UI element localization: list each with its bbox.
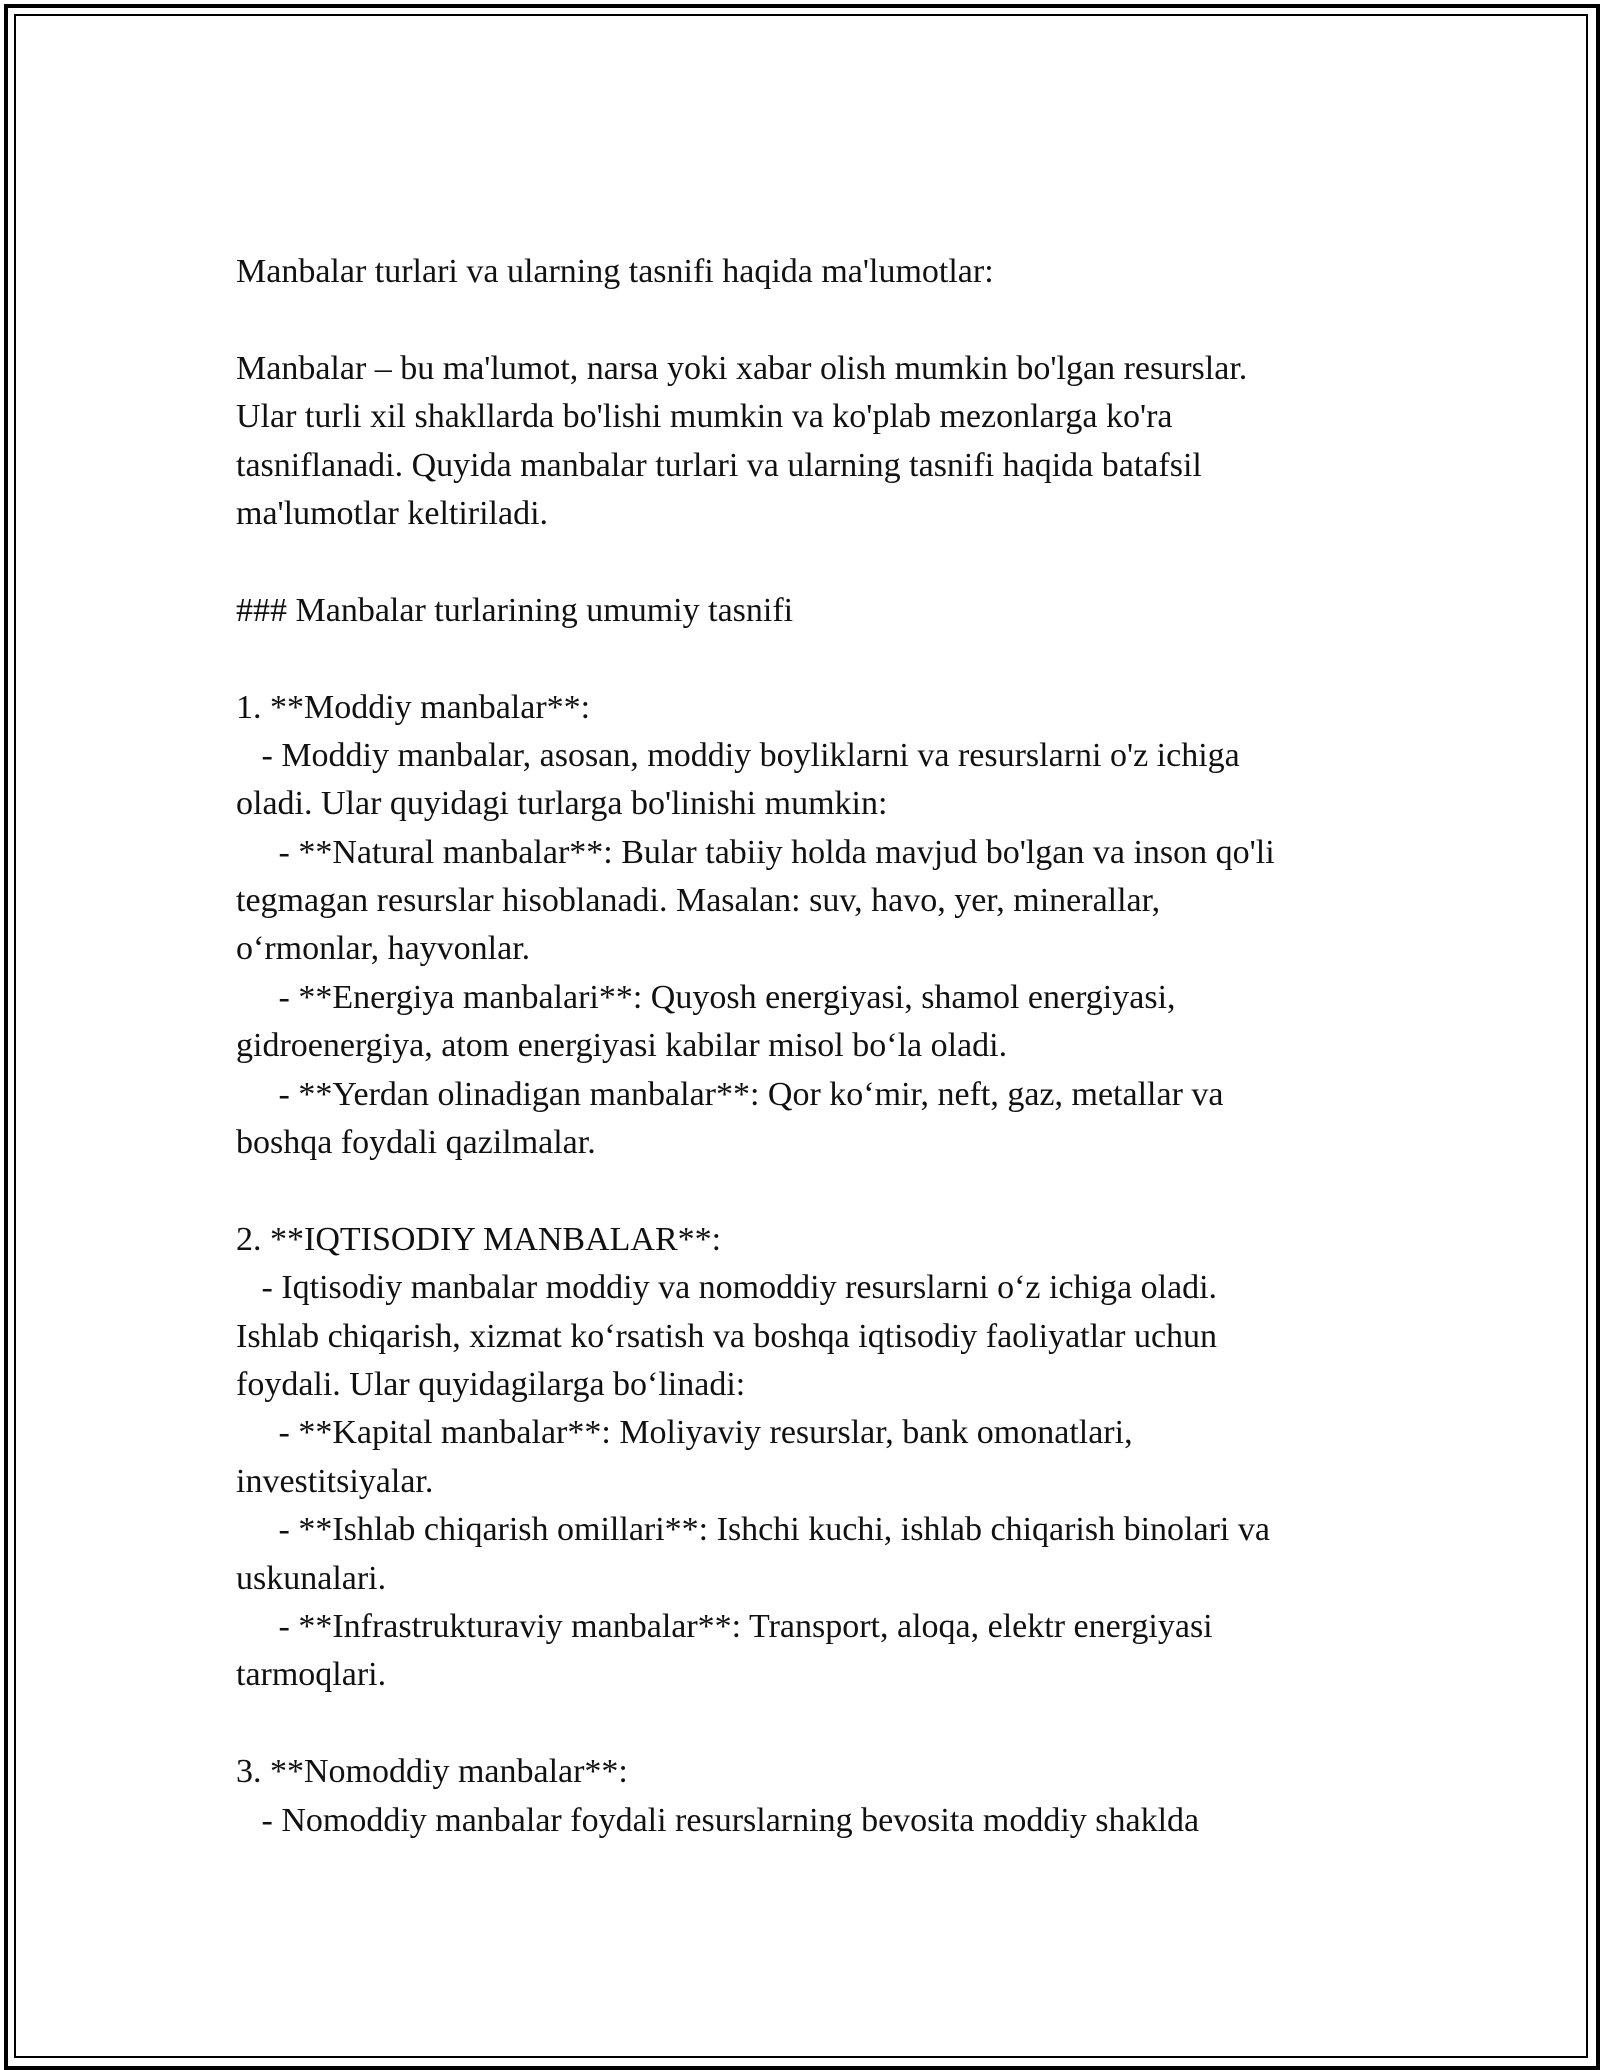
sub-list-item: investitsiyalar.: [236, 1462, 434, 1500]
document-body: [236, 248, 1386, 1845]
list-item-text: Ishlab chiqarish, xizmat ko‘rsatish va boshqa iqtisodiy faoliyatlar uchun: [236, 1317, 1218, 1355]
blank-line: [236, 1167, 1386, 1215]
list-item-text: oladi. Ular quyidagi turlarga bo'linishi mumkin:: [236, 785, 888, 823]
sub-list-item: - **Yerdan olinadigan manbalar**: Qor ko‘mir, neft, gaz, metallar va: [236, 1075, 1224, 1113]
paragraph-line: tasniflanadi. Quyida manbalar turlari va ularning tasnifi haqida batafsil: [236, 446, 1202, 484]
list-item-text: foydali. Ular quyidagilarga bo‘linadi:: [236, 1365, 746, 1403]
blank-line: [236, 1700, 1386, 1748]
list-item-heading: 1. **Moddiy manbalar**:: [236, 688, 591, 726]
list-item-text: - Iqtisodiy manbalar moddiy va nomoddiy resurslarni o‘z ichiga oladi.: [236, 1269, 1218, 1307]
paragraph-line: ma'lumotlar keltiriladi.: [236, 494, 549, 532]
blank-line: [236, 635, 1386, 683]
sub-list-item: tegmagan resurslar hisoblanadi. Masalan: suv, havo, yer, minerallar,: [236, 882, 1161, 920]
list-item-heading: 3. **Nomoddiy manbalar**:: [236, 1753, 628, 1791]
sub-list-item: gidroenergiya, atom energiyasi kabilar misol bo‘la oladi.: [236, 1027, 1008, 1065]
list-item-text: - Moddiy manbalar, asosan, moddiy boyliklarni va resurslarni o'z ichiga: [236, 736, 1240, 774]
sub-list-item: boshqa foydali qazilmalar.: [236, 1124, 596, 1162]
sub-list-item: - **Natural manbalar**: Bular tabiiy holda mavjud bo'lgan va inson qo'li: [236, 833, 1275, 871]
sub-list-item: tarmoqlari.: [236, 1656, 387, 1694]
paragraph-line: Ular turli xil shakllarda bo'lishi mumkin va ko'plab mezonlarga ko'ra: [236, 398, 1173, 436]
document-title: Manbalar turlari va ularning tasnifi haqida ma'lumotlar:: [236, 253, 994, 290]
list-item-heading: 2. **IQTISODIY MANBALAR**:: [236, 1220, 722, 1258]
list-item-text: - Nomoddiy manbalar foydali resurslarning bevosita moddiy shaklda: [236, 1801, 1200, 1839]
sub-list-item: - **Kapital manbalar**: Moliyaviy resurslar, bank omonatlari,: [236, 1414, 1133, 1452]
blank-line: [236, 538, 1386, 586]
sub-list-item: uskunalari.: [236, 1559, 387, 1597]
blank-line: [236, 296, 1386, 344]
sub-list-item: - **Energiya manbalari**: Quyosh energiyasi, shamol energiyasi,: [236, 978, 1176, 1016]
paragraph-line: Manbalar – bu ma'lumot, narsa yoki xabar olish mumkin bo'lgan resurslar.: [236, 349, 1248, 387]
sub-list-item: o‘rmonlar, hayvonlar.: [236, 930, 531, 968]
section-heading: ### Manbalar turlarining umumiy tasnifi: [236, 591, 794, 629]
sub-list-item: - **Infrastrukturaviy manbalar**: Transport, aloqa, elektr energiyasi: [236, 1607, 1213, 1645]
sub-list-item: - **Ishlab chiqarish omillari**: Ishchi kuchi, ishlab chiqarish binolari va: [236, 1511, 1270, 1549]
